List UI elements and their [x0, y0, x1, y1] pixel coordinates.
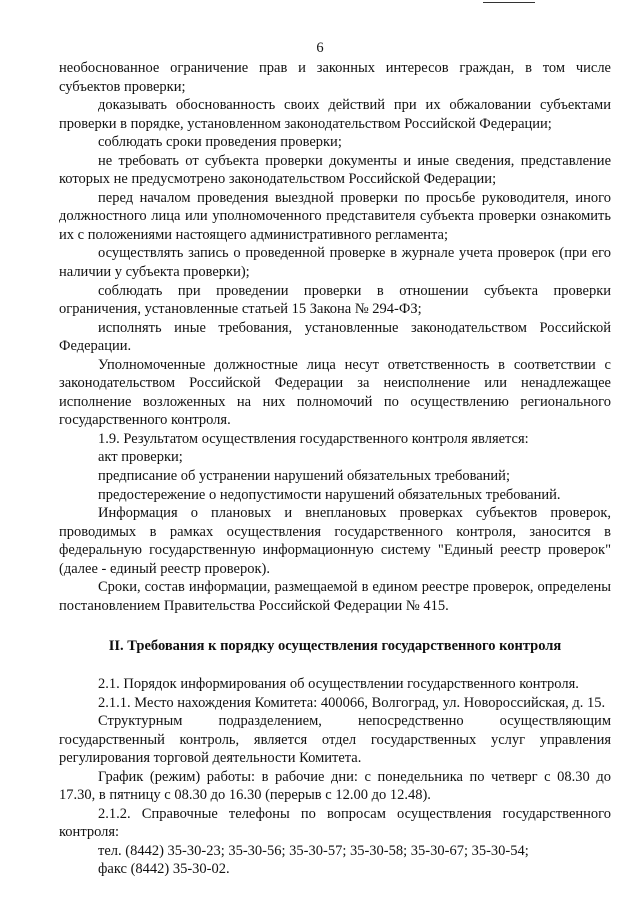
- paragraph: Информация о плановых и внеплановых проверках субъектов проверок, проводимых в рамках осуществления государственного контроля, заносится в федеральную государственную информационную систему "Единый реестр проверок" (далее - единый реестр проверок).: [59, 505, 611, 577]
- paragraph: 1.9. Результатом осуществления государственного контроля является:: [98, 430, 529, 447]
- paragraph: осуществлять запись о проведенной проверке в журнале учета проверок (при его наличии у субъекта проверки);: [59, 245, 611, 281]
- paragraph: тел. (8442) 35-30-23; 35-30-56; 35-30-57; 35-30-58; 35-30-67; 35-30-54;: [98, 842, 529, 859]
- paragraph: Структурным подразделением, непосредственно осуществляющим государственный контроль, является отдел государственных услуг управления регулирования торговой деятельности Комитета.: [59, 713, 611, 767]
- page-number: 6: [316, 40, 324, 56]
- list-item: предписание об устранении нарушений обязательных требований;: [98, 468, 510, 485]
- list-item: предостережение о недопустимости нарушений обязательных требований.: [98, 486, 561, 503]
- paragraph: Уполномоченные должностные лица несут ответственность в соответствии с законодательством Российской Федерации за неисполнение или ненадлежащее исполнение возложенных на них полномочий по осуществлению регионального государственного контроля.: [59, 356, 611, 429]
- paragraph: График (режим) работы: в рабочие дни: с понедельника по четверг с 08.30 до 17.30, в пятницу с 08.30 до 16.30 (перерыв с 12.00 до 12.48).: [59, 768, 611, 804]
- page-top-mark: [483, 2, 535, 3]
- paragraph: Сроки, состав информации, размещаемой в едином реестре проверок, определены постановлением Правительства Российской Федерации № 415.: [59, 579, 611, 614]
- paragraph: соблюдать сроки проведения проверки;: [98, 134, 342, 151]
- paragraph: соблюдать при проведении проверки в отношении субъекта проверки ограничения, установленные статьей 15 Закона № 294-ФЗ;: [59, 282, 611, 318]
- paragraph: перед началом проведения выездной проверки по просьбе руководителя, иного должностного лица или уполномоченного представителя субъекта проверки ознакомить их с положениями настоящего административного регламента;: [59, 189, 611, 243]
- paragraph: 2.1.1. Место нахождения Комитета: 400066, Волгоград, ул. Новороссийская, д. 15.: [98, 694, 606, 711]
- paragraph: 2.1.2. Справочные телефоны по вопросам осуществления государственного контроля:: [59, 805, 611, 841]
- paragraph: 2.1. Порядок информирования об осуществлении государственного контроля.: [98, 675, 579, 692]
- document-body: [59, 59, 611, 879]
- paragraph: не требовать от субъекта проверки документы и иные сведения, представление которых не предусмотрено законодательством Российской Федерации;: [59, 152, 611, 188]
- paragraph: доказывать обоснованность своих действий при их обжаловании субъектами проверки в порядке, установленном законодательством Российской Федерации;: [59, 97, 611, 132]
- section-title: II. Требования к порядку осуществления государственного контроля: [108, 638, 562, 655]
- paragraph: исполнять иные требования, установленные законодательством Российской Федерации.: [59, 319, 611, 355]
- paragraph: факс (8442) 35-30-02.: [98, 861, 230, 878]
- list-item: акт проверки;: [98, 449, 183, 466]
- paragraph: необоснованное ограничение прав и законных интересов граждан, в том числе субъектов проверки;: [59, 60, 611, 95]
